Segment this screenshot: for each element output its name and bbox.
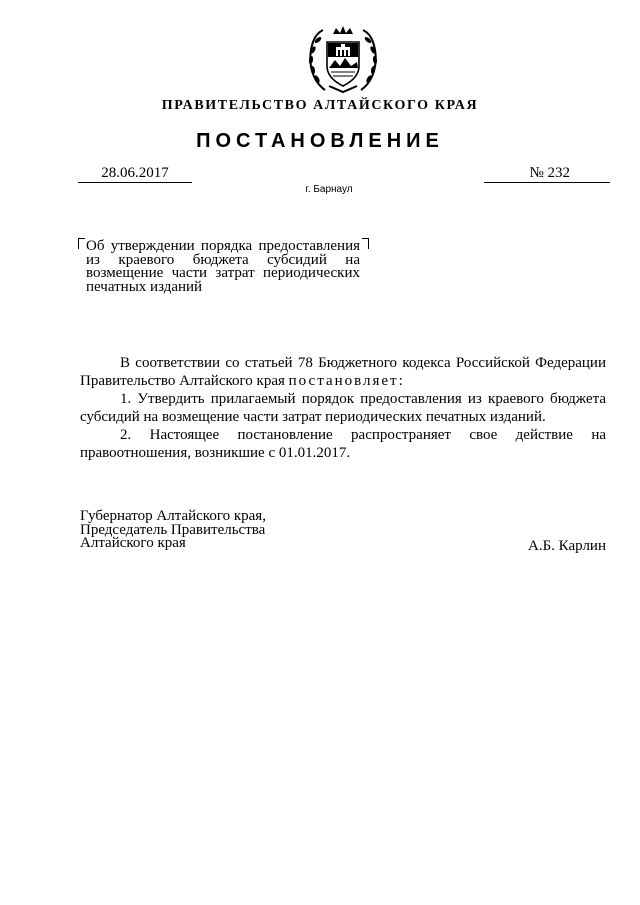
document-date: 28.06.2017 xyxy=(78,164,192,183)
body-intro-keyword: постановляет xyxy=(288,373,399,389)
altai-krai-coat-of-arms-icon xyxy=(303,20,383,96)
document-city: г. Барнаул xyxy=(305,184,353,195)
document-number: № 232 xyxy=(484,164,610,183)
body-intro-colon: : xyxy=(398,373,403,389)
signature-position-line-1: Губернатор Алтайского края, xyxy=(80,508,266,524)
subject-bracket-right xyxy=(362,238,369,249)
body-intro-text: В соответствии со статьей 78 Бюджетного кодекса Российской Федерации Правительство Алтайского края xyxy=(80,355,606,389)
document-subject: Об утверждении порядка предоставления из краевого бюджета субсидий на возмещение части затрат периодических печатных изданий xyxy=(86,238,360,295)
document-type-title: ПОСТАНОВЛЕНИЕ xyxy=(196,130,444,152)
body-item-2: 2. Настоящее постановление распространяет свое действие на правоотношения, возникшие с 01.01.2017. xyxy=(80,427,606,461)
subject-bracket-left xyxy=(78,238,85,249)
organization-title: ПРАВИТЕЛЬСТВО АЛТАЙСКОГО КРАЯ xyxy=(161,98,479,113)
body-intro-paragraph xyxy=(80,354,606,390)
signature-block xyxy=(80,510,380,551)
signatory-name: А.Б. Карлин xyxy=(527,538,606,554)
signature-position-line-3: Алтайского края xyxy=(80,535,186,551)
signature-position-line-2: Председатель Правительства xyxy=(80,521,266,538)
document-body xyxy=(80,354,606,462)
body-item-1: 1. Утвердить прилагаемый порядок предоставления из краевого бюджета субсидий на возмещение части затрат периодических печатных изданий. xyxy=(80,391,606,425)
